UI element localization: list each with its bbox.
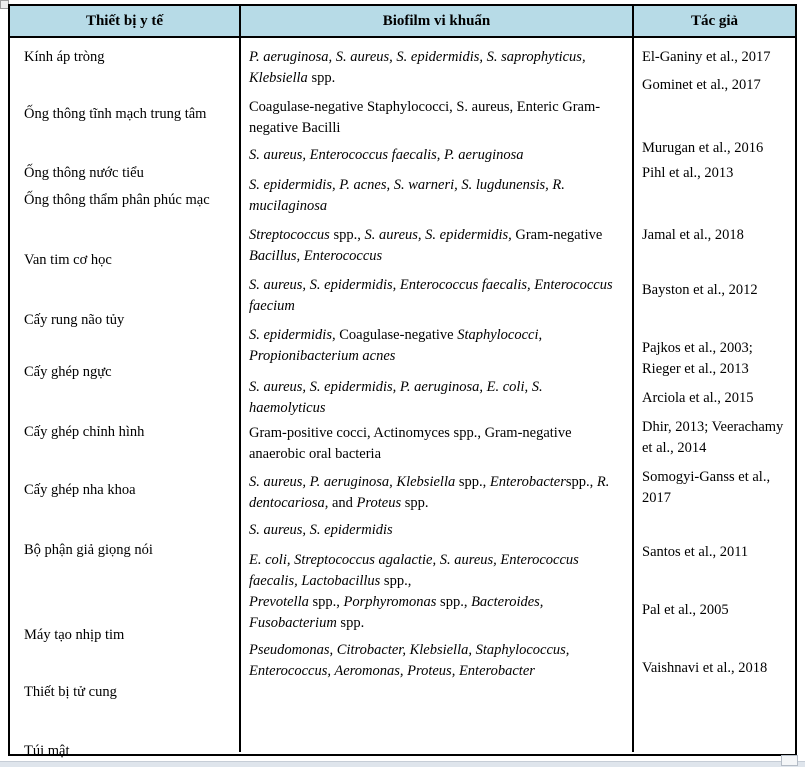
biofilm-item: S. aureus, S. epidermidis, P. aeruginosa, E. coli, S. haemolyticus: [249, 379, 543, 416]
author-item: Pihl et al., 2013: [642, 165, 734, 181]
biofilm-item: Gram-positive cocci, Actinomyces spp., Gram-negative anaerobic oral bacteria: [249, 425, 572, 462]
author-item: Vaishnavi et al., 2018: [642, 660, 768, 676]
biofilm-column: [241, 38, 634, 752]
device-item: Kính áp tròng: [24, 49, 105, 65]
device-item: Ống thông nước tiểu: [24, 165, 144, 181]
column-header-device: Thiết bị y tế: [10, 6, 241, 36]
biofilm-item: P. aeruginosa, S. aureus, S. epidermidis, S. saprophyticus, Klebsiella spp.: [249, 49, 586, 86]
biofilm-item: S. epidermidis, P. acnes, S. warneri, S. lugdunensis, R. mucilaginosa: [249, 177, 565, 214]
device-column: [10, 38, 241, 759]
column-header-biofilm: Biofilm vi khuẩn: [241, 6, 634, 36]
device-item: Cấy ghép nha khoa: [24, 482, 136, 498]
biofilm-item: S. epidermidis, Coagulase-negative Staphylococci, Propionibacterium acnes: [249, 327, 543, 364]
author-item: Somogyi-Ganss et al., 2017: [642, 469, 771, 506]
author-item: Pajkos et al., 2003; Rieger et al., 2013: [642, 340, 753, 377]
device-item: Máy tạo nhịp tim: [24, 627, 125, 643]
table-header-row: [10, 6, 795, 38]
author-item: Bayston et al., 2012: [642, 282, 758, 298]
table-body: [10, 38, 795, 759]
column-header-author: Tác giả: [690, 12, 739, 29]
device-item: Ống thông tĩnh mạch trung tâm: [24, 106, 207, 122]
author-item: Jamal et al., 2018: [642, 227, 744, 243]
author-item: Gominet et al., 2017: [642, 77, 761, 93]
device-item: Bộ phận giả giọng nói: [24, 542, 153, 558]
author-item: El-Ganiny et al., 2017: [642, 49, 771, 65]
biofilm-item: Streptococcus spp., S. aureus, S. epidermidis, Gram-negative Bacillus, Enterococcus: [249, 227, 603, 264]
author-item: Santos et al., 2011: [642, 544, 749, 560]
device-item: Cấy ghép ngực: [24, 364, 112, 380]
biofilm-item: Prevotella spp., Porphyromonas spp., Bacteroides, Fusobacterium spp.: [249, 594, 544, 631]
author-item: Dhir, 2013; Veerachamy et al., 2014: [642, 419, 784, 456]
biofilm-table: [8, 4, 797, 759]
device-item: Ống thông thẩm phân phúc mạc: [24, 192, 210, 208]
author-item: Arciola et al., 2015: [642, 390, 754, 406]
biofilm-item: S. aureus, S. epidermidis: [249, 522, 393, 538]
horizontal-scrollbar-track[interactable]: [0, 761, 805, 767]
biofilm-item: Pseudomonas, Citrobacter, Klebsiella, Staphylococcus, Enterococcus, Aeromonas, Proteus, Enterobacter: [249, 642, 570, 679]
device-item: Cấy rung não tủy: [24, 312, 125, 328]
scrollbar-thumb[interactable]: [781, 755, 798, 766]
device-item: Cấy ghép chỉnh hình: [24, 424, 145, 440]
device-item: Thiết bị tử cung: [24, 684, 117, 700]
biofilm-item: S. aureus, Enterococcus faecalis, P. aeruginosa: [249, 147, 524, 163]
device-item: Túi mật: [24, 743, 70, 759]
biofilm-item: S. aureus, P. aeruginosa, Klebsiella spp., Enterobacterspp., R. dentocariosa, and Proteus spp.: [249, 474, 610, 511]
device-item: Van tim cơ học: [24, 252, 112, 268]
author-item: Pal et al., 2005: [642, 602, 729, 618]
author-column: [634, 38, 795, 752]
biofilm-item: E. coli, Streptococcus agalactie, S. aureus, Enterococcus faecalis, Lactobacillus spp.,: [249, 552, 579, 589]
author-item: Murugan et al., 2016: [642, 140, 764, 156]
biofilm-item: S. aureus, S. epidermidis, Enterococcus faecalis, Enterococcus faecium: [249, 277, 613, 314]
biofilm-item: Coagulase-negative Staphylococci, S. aureus, Enteric Gram-negative Bacilli: [249, 99, 601, 136]
